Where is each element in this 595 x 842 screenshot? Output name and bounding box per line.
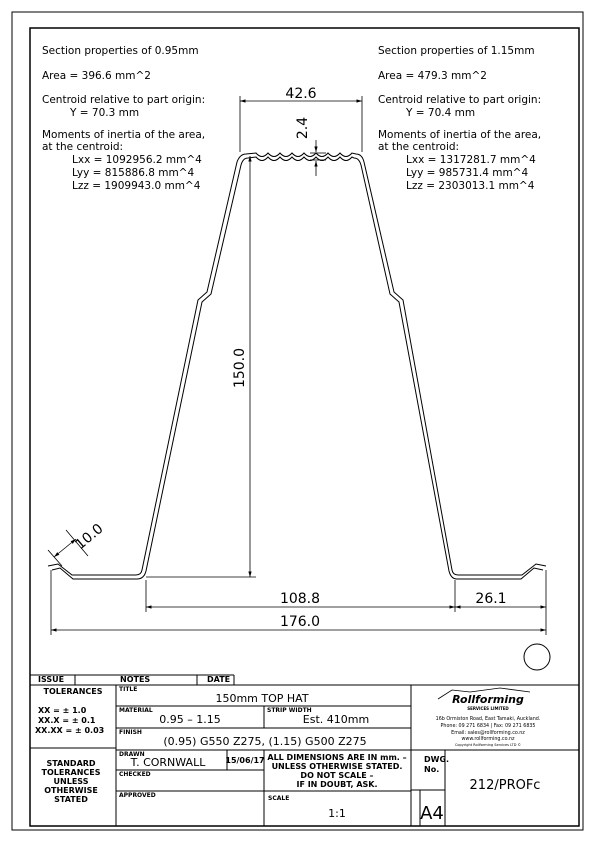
right-props-title: Section properties of 1.15mm: [378, 45, 535, 57]
right-props-lyy: Lyy = 985731.4 mm^4: [406, 167, 529, 179]
dwg-label-1: DWG.: [424, 755, 450, 764]
left-props-lxx: Lxx = 1092956.2 mm^4: [72, 154, 202, 166]
title-label: TITLE: [119, 686, 138, 693]
tolerances-label: TOLERANCES: [43, 687, 103, 696]
material-label: MATERIAL: [119, 707, 153, 714]
tolerance-3: XX.XX = ± 0.03: [35, 726, 105, 735]
right-props-lxx: Lxx = 1317281.7 mm^4: [406, 154, 536, 166]
company-subtitle: SERVICES LIMITED: [467, 706, 509, 711]
left-props-centroid-y: Y = 70.3 mm: [70, 107, 140, 119]
right-props-centroid-y: Y = 70.4 mm: [406, 107, 476, 119]
dim-rib-depth-label: 2.4: [295, 116, 311, 140]
dim-flange-label: 26.1: [475, 591, 507, 607]
right-props-centroid-label: Centroid relative to part origin:: [378, 94, 542, 106]
right-props-area: Area = 479.3 mm^2: [378, 70, 487, 82]
company-details: [436, 716, 541, 747]
approved-label: APPROVED: [119, 792, 156, 799]
company-name: Rollforming: [452, 693, 524, 706]
right-section-properties: [378, 45, 541, 192]
drawn-date: 15/06/17: [225, 756, 265, 765]
checked-label: CHECKED: [119, 771, 151, 778]
notes-label: NOTES: [120, 675, 151, 684]
drawn-value: T. CORNWALL: [130, 756, 206, 769]
note-line-4: IF IN DOUBT, ASK.: [296, 780, 378, 789]
note-line-3: DO NOT SCALE –: [300, 771, 374, 780]
scale-value: 1:1: [328, 807, 346, 820]
standard-line-1: STANDARD: [46, 759, 96, 768]
projection-symbol: [524, 644, 550, 670]
left-props-area: Area = 396.6 mm^2: [42, 70, 151, 82]
title-value: 150mm TOP HAT: [215, 692, 309, 705]
dim-height-label: 150.0: [232, 347, 248, 389]
strip-width-label: STRIP WIDTH: [267, 707, 312, 714]
left-props-moments-label: Moments of inertia of the area,: [42, 129, 206, 141]
sheet-size: A4: [420, 803, 444, 824]
dim-lip-label: 10.0: [72, 520, 107, 554]
left-props-title: Section properties of 0.95mm: [42, 45, 199, 57]
strip-width-value: Est. 410mm: [302, 713, 370, 726]
dim-top-width-label: 42.6: [285, 86, 317, 102]
issue-label: ISSUE: [38, 675, 65, 684]
company-logo: [438, 688, 530, 711]
dwg-label-2: No.: [424, 765, 440, 774]
company-copyright: Copyright Rollforming Services LTD ©: [454, 743, 522, 747]
drawn-label: DRAWN: [119, 751, 145, 758]
profile-inner-line: [52, 157, 543, 579]
date-label: DATE: [207, 675, 231, 684]
dim-rib-depth: [310, 140, 326, 176]
dim-overall-label: 176.0: [279, 614, 321, 630]
company-phone: Phone: 09 271 6834 | Fax: 09 271 6835: [440, 724, 536, 729]
finish-value: (0.95) G550 Z275, (1.15) G500 Z275: [163, 735, 367, 748]
left-props-centroid-label: Centroid relative to part origin:: [42, 94, 206, 106]
top-hat-profile: [48, 153, 546, 579]
scale-label: SCALE: [268, 795, 290, 802]
standard-line-3: UNLESS: [53, 777, 89, 786]
dwg-number: 212/PROFc: [469, 778, 541, 793]
dim-base-width-label: 108.8: [279, 591, 321, 607]
company-email: Email: sales@rollforming.co.nz: [451, 731, 525, 736]
material-value: 0.95 – 1.15: [159, 713, 221, 726]
company-web: www.rollforming.co.nz: [461, 737, 515, 742]
tolerance-1: XX = ± 1.0: [38, 706, 87, 715]
finish-label: FINISH: [119, 729, 142, 736]
left-props-lzz: Lzz = 1909943.0 mm^4: [72, 180, 201, 192]
standard-line-5: STATED: [54, 795, 88, 804]
standard-line-4: OTHERWISE: [44, 786, 98, 795]
right-props-moments-label: Moments of inertia of the area,: [378, 129, 542, 141]
company-address: 16b Ormiston Road, East Tamaki, Auckland.: [435, 717, 541, 722]
note-line-1: ALL DIMENSIONS ARE IN mm. –: [267, 753, 407, 762]
tolerance-2: XX.X = ± 0.1: [38, 716, 96, 725]
right-props-lzz: Lzz = 2303013.1 mm^4: [406, 180, 535, 192]
standard-line-2: TOLERANCES: [41, 768, 101, 777]
left-props-lyy: Lyy = 815886.8 mm^4: [72, 167, 195, 179]
profile-outer-line: [48, 153, 546, 575]
note-line-2: UNLESS OTHERWISE STATED.: [271, 762, 403, 771]
right-props-moments-label-2: at the centroid:: [378, 141, 460, 153]
left-section-properties: [42, 45, 205, 192]
left-props-moments-label-2: at the centroid:: [42, 141, 124, 153]
